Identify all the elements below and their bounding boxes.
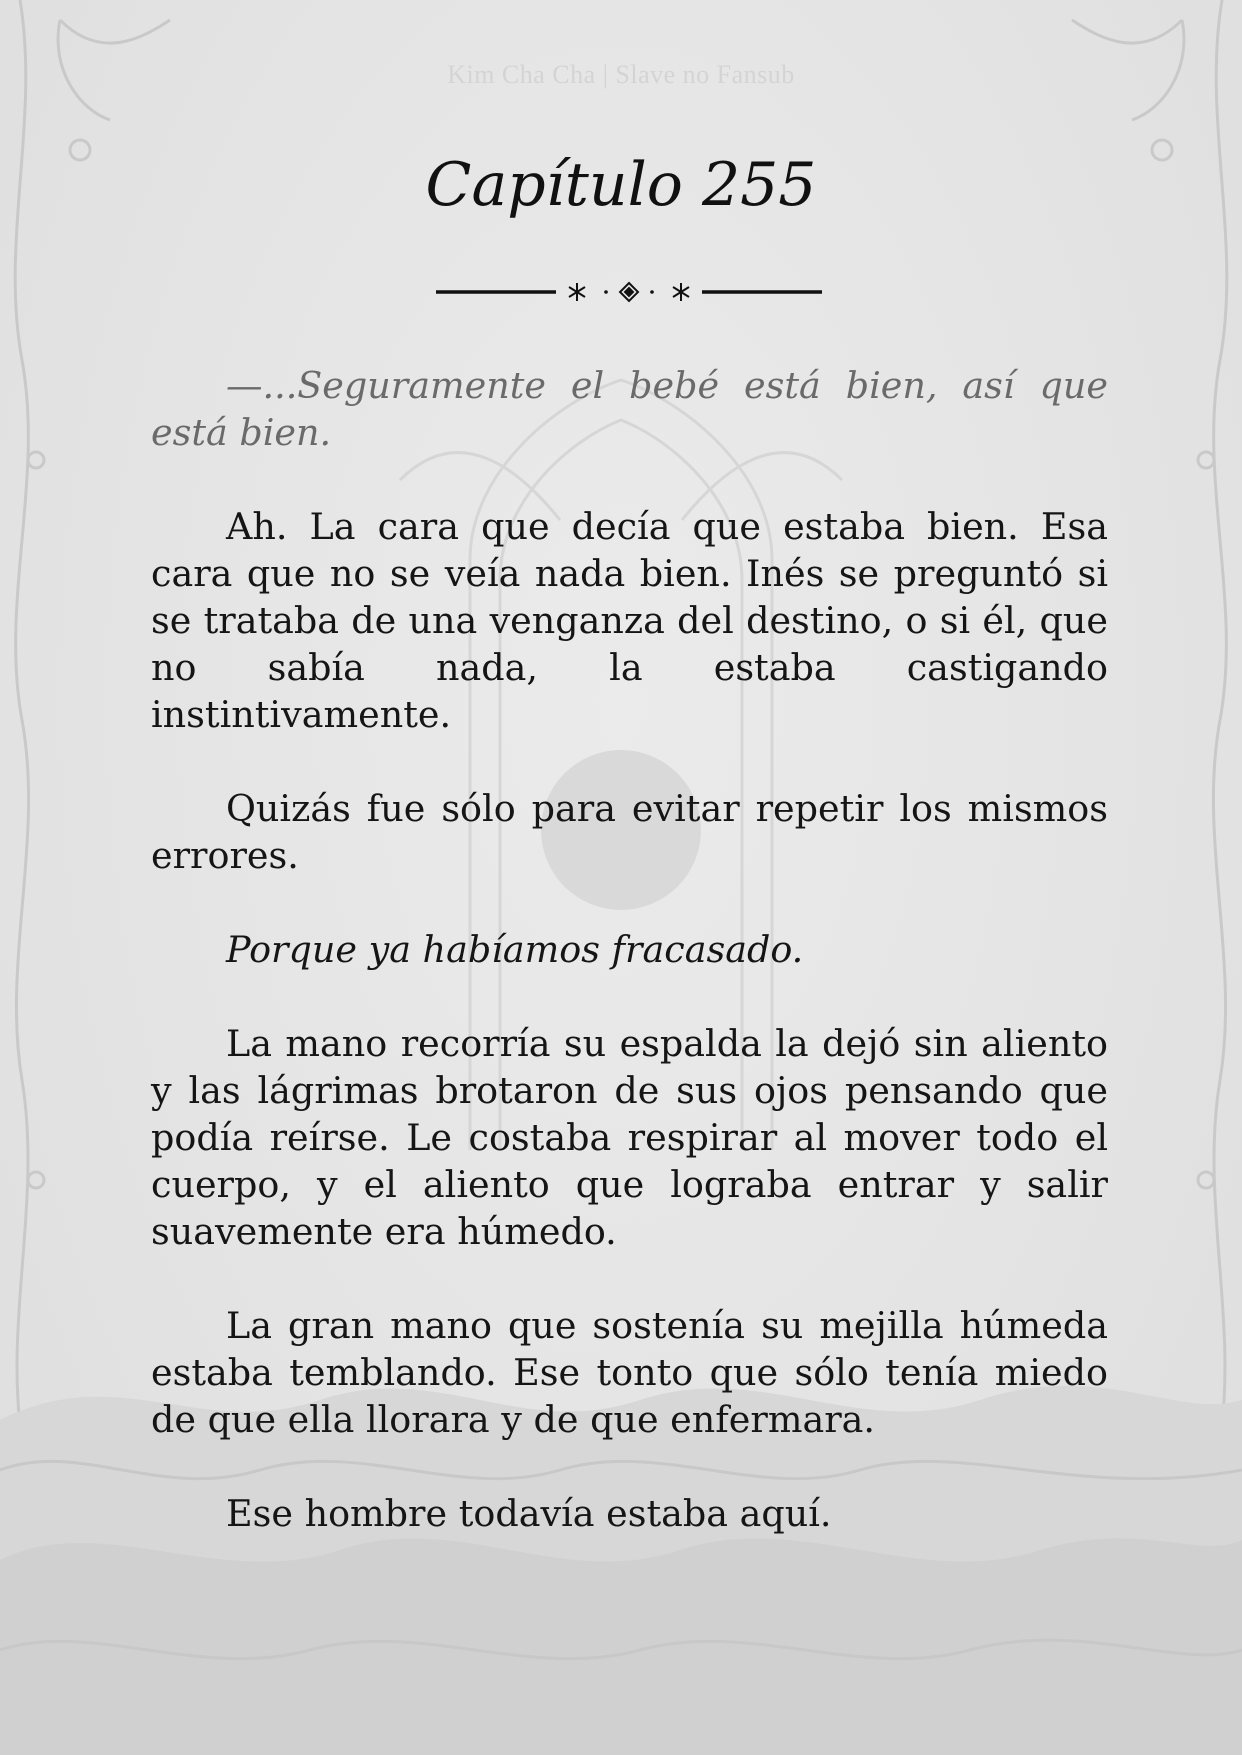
paragraph: La mano recorría su espalda la dejó sin aliento y las lágrimas brotaron de sus ojos pensando que podía reírse. Le costaba respirar al mover todo el cuerpo, y el aliento que lograba entrar y salir suavemente era húmedo. xyxy=(151,1022,1108,1253)
paragraph-italic: Porque ya habíamos fracasado. xyxy=(226,928,804,971)
paragraph-dialogue: —...Seguramente el bebé está bien, así que está bien. xyxy=(151,364,1108,454)
paragraph: Ese hombre todavía estaba aquí. xyxy=(226,1492,832,1535)
paragraph: Quizás fue sólo para evitar repetir los mismos errores. xyxy=(151,787,1108,877)
ornamental-divider-icon xyxy=(436,274,822,310)
paragraph: La gran mano que sostenía su mejilla húmeda estaba temblando. Ese tonto que sólo tenía miedo de que ella llorara y de que enfermara. xyxy=(151,1304,1108,1441)
watermark: Kim Cha Cha | Slave no Fansub xyxy=(447,60,795,89)
chapter-body xyxy=(151,362,1108,1584)
page-title: Capítulo 255 xyxy=(425,150,817,220)
paragraph: Ah. La cara que decía que estaba bien. Esa cara que no se veía nada bien. Inés se preguntó si se trataba de una venganza del destino, o si él, que no sabía nada, la estaba castigando instintivamente. xyxy=(151,505,1108,736)
